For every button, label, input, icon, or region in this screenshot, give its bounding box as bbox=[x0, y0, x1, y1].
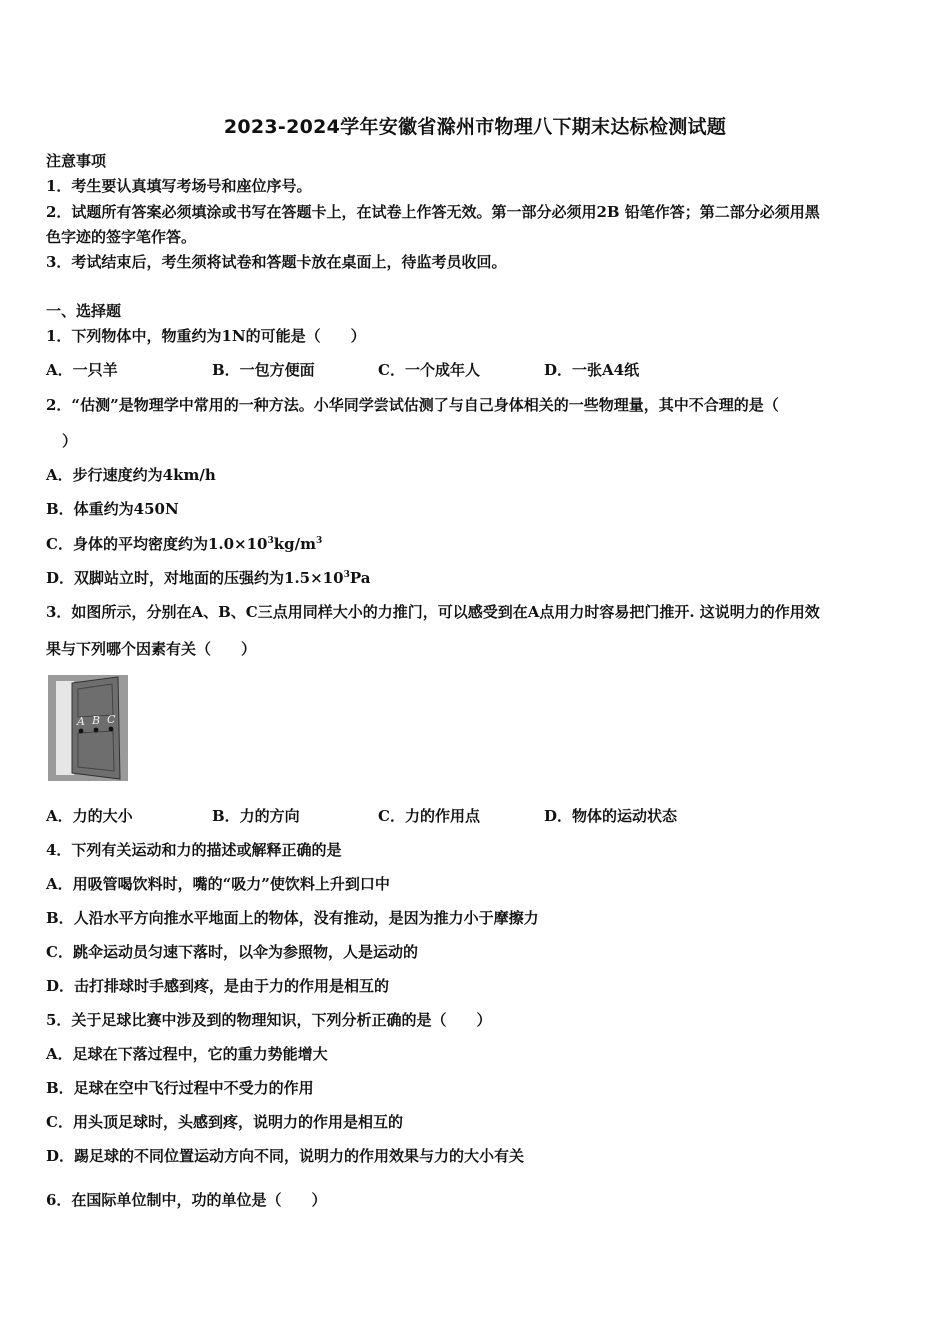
q2-option-c-text: C．身体的平均密度约为1.0×10 bbox=[46, 535, 268, 553]
point-b-dot bbox=[94, 728, 99, 733]
q5-option-c: C．用头顶足球时，头感到疼，说明力的作用是相互的 bbox=[46, 1113, 403, 1131]
q3-stem-line2: 果与下列哪个因素有关（ ） bbox=[46, 640, 257, 658]
q2-stem-cont: ） bbox=[62, 432, 78, 450]
label-a: A bbox=[77, 715, 85, 728]
notice-item-2: 2．试题所有答案必须填涂或书写在答题卡上，在试卷上作答无效。第一部分必须用2B 铅笔作答；第二部分必须用黑 bbox=[46, 203, 820, 221]
q4-option-b: B．人沿水平方向推水平地面上的物体，没有推动，是因为推力小于摩擦力 bbox=[46, 909, 539, 927]
q2-option-d-text: D．双脚站立时，对地面的压强约为1.5×10 bbox=[46, 569, 344, 587]
point-a-dot bbox=[79, 729, 84, 734]
q5-option-d: D．踢足球的不同位置运动方向不同，说明力的作用效果与力的大小有关 bbox=[46, 1147, 525, 1165]
q1-option-c: C．一个成年人 bbox=[378, 361, 480, 379]
q2-option-b: B．体重约为450N bbox=[46, 500, 179, 518]
notice-item-3: 3．考试结束后，考生须将试卷和答题卡放在桌面上，待监考员收回。 bbox=[46, 253, 507, 271]
label-c: C bbox=[107, 713, 116, 726]
q3-option-b: B．力的方向 bbox=[212, 807, 300, 825]
q4-option-a: A．用吸管喝饮料时，嘴的“吸力”使饮料上升到口中 bbox=[46, 875, 390, 893]
q2-option-d-exp: 3 bbox=[343, 570, 350, 580]
q2-option-c-exp: 3 bbox=[267, 536, 274, 546]
q4-stem: 4．下列有关运动和力的描述或解释正确的是 bbox=[46, 841, 342, 859]
q5-option-a: A．足球在下落过程中，它的重力势能增大 bbox=[46, 1045, 328, 1063]
q3-option-d: D．物体的运动状态 bbox=[544, 807, 678, 825]
q3-option-c: C．力的作用点 bbox=[378, 807, 480, 825]
q2-option-c-unit: kg/m bbox=[273, 535, 316, 553]
section-heading: 一、选择题 bbox=[46, 302, 122, 320]
q2-option-d-unit: Pa bbox=[349, 569, 371, 587]
q6-stem: 6．在国际单位制中，功的单位是（ ） bbox=[46, 1191, 327, 1209]
q2-option-c bbox=[46, 534, 322, 554]
q3-option-a: A．力的大小 bbox=[46, 807, 133, 825]
q5-stem: 5．关于足球比赛中涉及到的物理知识，下列分析正确的是（ ） bbox=[46, 1011, 492, 1029]
q3-options bbox=[46, 806, 710, 826]
q2-option-c-exp2: 3 bbox=[315, 536, 323, 546]
label-b: B bbox=[92, 714, 101, 727]
q1-option-b: B．一包方便面 bbox=[212, 361, 315, 379]
q1-option-a: A．一只羊 bbox=[46, 361, 118, 379]
q5-option-b: B．足球在空中飞行过程中不受力的作用 bbox=[46, 1079, 314, 1097]
point-c-dot bbox=[109, 727, 114, 732]
notice-item-1: 1．考生要认真填写考场号和座位序号。 bbox=[46, 177, 312, 195]
q1-options bbox=[46, 360, 710, 380]
q1-stem: 1．下列物体中，物重约为1N的可能是（ ） bbox=[46, 327, 366, 345]
door-figure bbox=[48, 675, 128, 781]
door-frame-opening bbox=[56, 681, 74, 775]
notice-item-2-cont: 色字迹的签字笔作答。 bbox=[46, 228, 197, 246]
page-title: 2023-2024学年安徽省滁州市物理八下期末达标检测试题 bbox=[223, 116, 727, 138]
q3-stem-line1: 3．如图所示，分别在A、B、C三点用同样大小的力推门，可以感受到在A点用力时容易把门推开. 这说明力的作用效 bbox=[46, 603, 820, 621]
q2-option-a: A．步行速度约为4km/h bbox=[46, 466, 216, 484]
q2-stem: 2．“估测”是物理学中常用的一种方法。小华同学尝试估测了与自己身体相关的一些物理量，其中不合理的是（ bbox=[46, 396, 779, 414]
q2-option-d bbox=[46, 568, 370, 588]
q4-option-c: C．跳伞运动员匀速下落时，以伞为参照物，人是运动的 bbox=[46, 943, 418, 961]
q4-option-d: D．击打排球时手感到疼，是由于力的作用是相互的 bbox=[46, 977, 390, 995]
q1-option-d: D．一张A4纸 bbox=[544, 361, 640, 379]
notice-heading: 注意事项 bbox=[46, 152, 107, 170]
